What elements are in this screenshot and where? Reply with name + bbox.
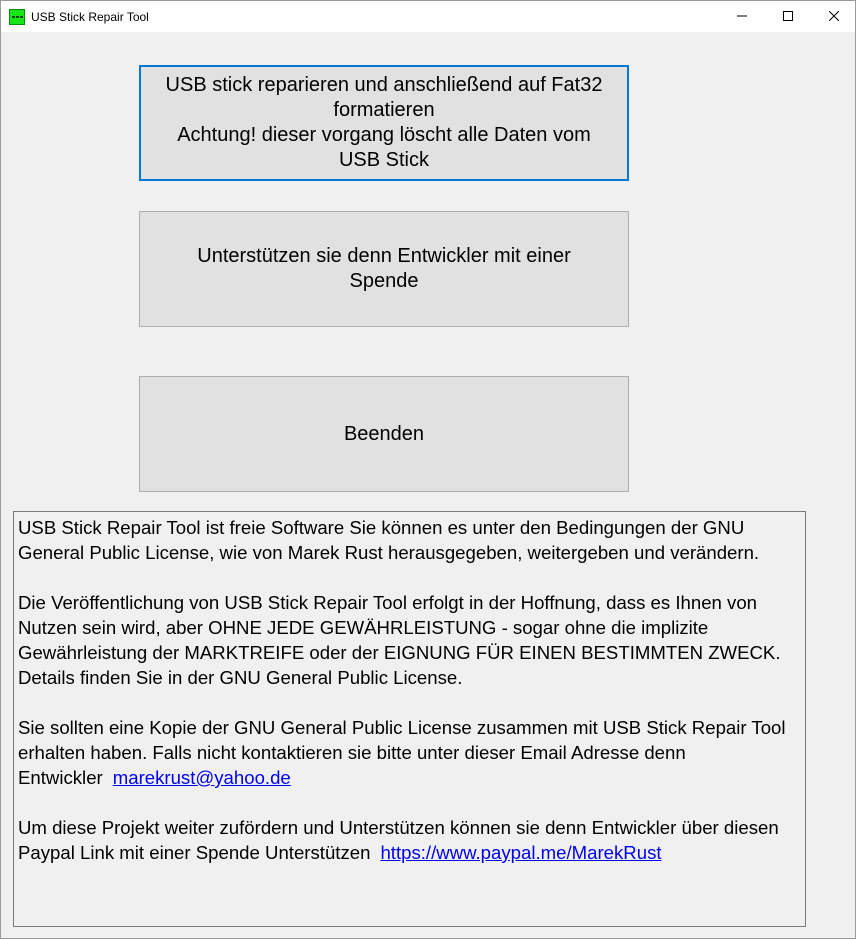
paypal-link[interactable]: https://www.paypal.me/MarekRust (380, 842, 662, 863)
license-paragraph-3-text: Sie sollten eine Kopie der GNU General Public License zusammen mit USB Stick Repair Tool erhalten haben. Falls nicht kontaktieren sie bitte unter dieser Email Adresse denn Entwickler (18, 717, 786, 788)
maximize-icon (783, 11, 793, 21)
license-paragraph-2: Die Veröffentlichung von USB Stick Repair Tool erfolgt in der Hoffnung, dass es Ihnen von Nutzen sein wird, aber OHNE JEDE GEWÄHRLEISTUNG - sogar ohne die implizite Gewährleistung der MARKTREIFE oder der EIGNUNG FÜR EINEN BESTIMMTEN ZWECK. Details finden Sie in der GNU General Public License. (18, 592, 781, 688)
maximize-button[interactable] (765, 1, 811, 32)
exit-label: Beenden (343, 422, 425, 445)
repair-format-button[interactable] (139, 65, 629, 181)
donate-button[interactable] (139, 211, 629, 327)
license-paragraph-4 (18, 815, 801, 865)
license-paragraph-1: USB Stick Repair Tool ist freie Software Sie können es unter den Bedingungen der GNU General Public License, wie von Marek Rust herausgegeben, weitergeben und verändern. (18, 517, 760, 563)
title-bar[interactable] (1, 1, 855, 32)
window-title: USB Stick Repair Tool (31, 10, 149, 24)
license-paragraph-3 (18, 715, 801, 790)
minimize-button[interactable] (719, 1, 765, 32)
minimize-icon (737, 11, 747, 21)
license-text-panel (13, 511, 806, 927)
close-icon (829, 11, 839, 21)
repair-format-label: USB stick reparieren und anschließend auf Fat32 formatieren Achtung! dieser vorgang löscht alle Daten vom USB Stick (165, 74, 603, 171)
donate-label: Unterstützen sie denn Entwickler mit einer Spende (197, 245, 571, 292)
usb-chip-icon (9, 9, 25, 25)
license-paragraph-4-text: Um diese Projekt weiter zufördern und Unterstützen können sie denn Entwickler über diesen Paypal Link mit einer Spende Unterstützen (18, 817, 779, 863)
close-button[interactable] (811, 1, 856, 32)
email-link[interactable]: marekrust@yahoo.de (112, 767, 291, 788)
exit-button[interactable] (139, 376, 629, 492)
